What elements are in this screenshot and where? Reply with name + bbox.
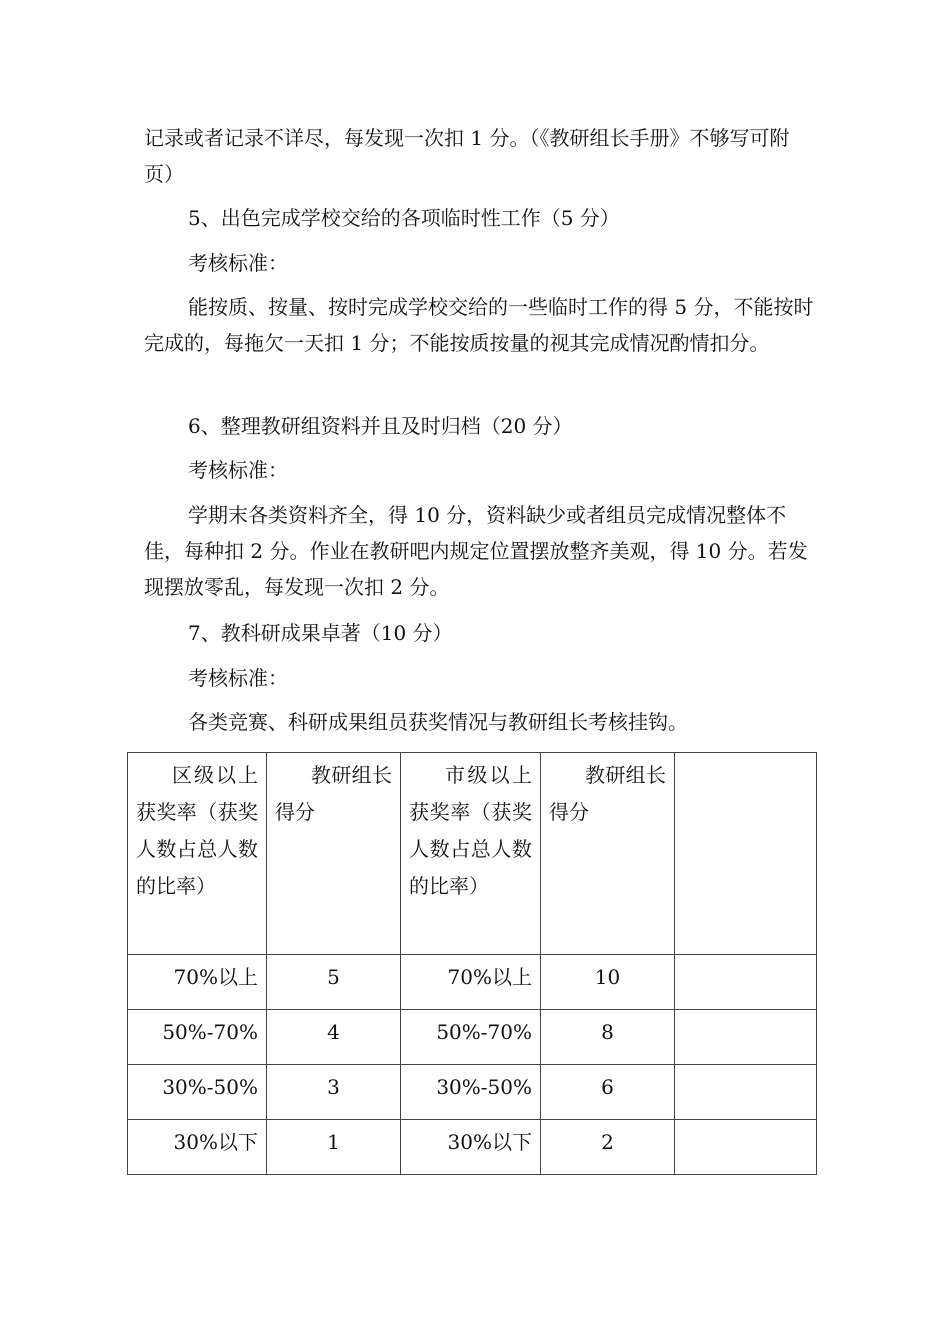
- table-row: [128, 955, 817, 1010]
- heading-item-5: 5、出色完成学校交给的各项临时性工作（5 分）: [188, 206, 620, 230]
- district-rate-cell: 30%-50%: [128, 1065, 267, 1120]
- label-criteria-6: 考核标准：: [188, 458, 288, 482]
- district-rate-cell: 70%以上: [128, 955, 267, 1010]
- header-city-score: 教研组长得分: [541, 753, 675, 955]
- empty-cell: [675, 1065, 817, 1120]
- district-score-cell: 1: [267, 1120, 401, 1175]
- heading-item-7: 7、教科研成果卓著（10 分）: [188, 621, 453, 645]
- table-row: [128, 1065, 817, 1120]
- paragraph-record-deduction: 记录或者记录不详尽，每发现一次扣 1 分。（《教研组长手册》不够写可附页）: [144, 126, 790, 186]
- paragraph-criteria-5: 能按质、按量、按时完成学校交给的一些临时工作的得 5 分，不能按时完成的，每拖欠一天扣 1 分；不能按质按量的视其完成情况酌情扣分。: [144, 295, 814, 355]
- heading-item-6: 6、整理教研组资料并且及时归档（20 分）: [188, 414, 573, 438]
- paragraph-criteria-7: 各类竞赛、科研成果组员获奖情况与教研组长考核挂钩。: [188, 710, 688, 734]
- header-city-rate: 市级以上获奖率（获奖人数占总人数的比率）: [401, 753, 541, 955]
- label-criteria-5: 考核标准：: [188, 251, 288, 275]
- header-district-score: 教研组长得分: [267, 753, 401, 955]
- city-rate-cell: 70%以上: [401, 955, 541, 1010]
- empty-cell: [675, 1010, 817, 1065]
- city-rate-cell: 30%以下: [401, 1120, 541, 1175]
- table-header-row: [128, 753, 817, 955]
- empty-cell: [675, 955, 817, 1010]
- award-score-table: [127, 752, 817, 1175]
- city-score-cell: 10: [541, 955, 675, 1010]
- district-rate-cell: 30%以下: [128, 1120, 267, 1175]
- city-score-cell: 6: [541, 1065, 675, 1120]
- city-score-cell: 2: [541, 1120, 675, 1175]
- city-score-cell: 8: [541, 1010, 675, 1065]
- district-rate-cell: 50%-70%: [128, 1010, 267, 1065]
- city-rate-cell: 50%-70%: [401, 1010, 541, 1065]
- district-score-cell: 4: [267, 1010, 401, 1065]
- header-district-rate: 区级以上获奖率（获奖人数占总人数的比率）: [128, 753, 267, 955]
- empty-cell: [675, 1120, 817, 1175]
- paragraph-criteria-6: 学期末各类资料齐全，得 10 分，资料缺少或者组员完成情况整体不佳，每种扣 2 分。作业在教研吧内规定位置摆放整齐美观，得 10 分。若发现摆放零乱，每发现一次扣 2 分。: [144, 503, 808, 599]
- table-row: [128, 1010, 817, 1065]
- city-rate-cell: 30%-50%: [401, 1065, 541, 1120]
- district-score-cell: 3: [267, 1065, 401, 1120]
- header-empty: [675, 753, 817, 955]
- table-row: [128, 1120, 817, 1175]
- label-criteria-7: 考核标准：: [188, 666, 288, 690]
- district-score-cell: 5: [267, 955, 401, 1010]
